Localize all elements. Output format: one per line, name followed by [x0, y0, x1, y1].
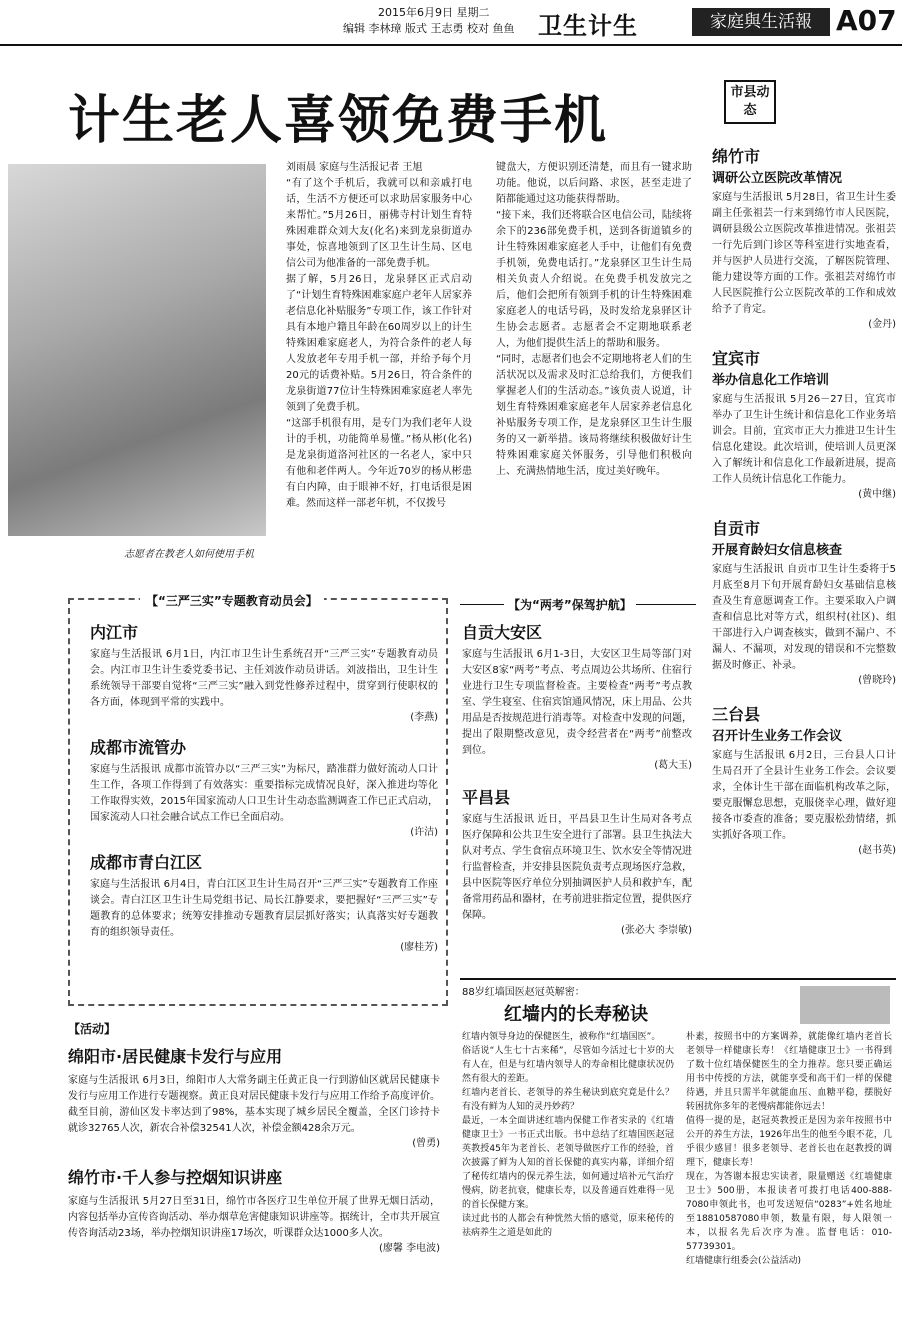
sanyan-author: (李燕) — [410, 712, 438, 723]
section-title: 卫生计生 — [538, 12, 638, 40]
lead-column-2: 键盘大，方便识别还清楚，而且有一键求助功能。他说，以后问路、求医，甚至走进了陌都能通过这功能获得帮助。 “接下来，我们还将联合区电信公司，陆续将余下的236部免费手机，送到各街道镇乡的计生特殊困难家庭老人手中，让他们有免费手机领，免费电话打。”龙泉驿区卫生计生局相关负责人介绍说。在免费手机发放完之后，他们会把所有领到手机的计生特殊困难家庭老人的电话号码，及时发给龙泉驿区计生协会志愿者。志愿者会不定期地联系老人，为他们提供生活上的帮助和服务。 “同时，志愿者们也会不定期地将老人们的生活状况以及需求及时汇总给我们，方便我们掌握老人们的生活动态。”该负责人说道，计划生育特殊困难家庭老年人居家养老信息化补贴服务专项工作，是龙泉驿区卫生计生服务的又一新举措。该局将继续积极做好计生特殊困难家庭关怀服务，引导他们积极向上、充满热情地生活，度过美好晚年。 — [496, 162, 692, 477]
lead-column-1: 刘雨晨 家庭与生活报记者 王旭 “有了这个手机后，我就可以和亲戚打电话，生活不方便还可以求助居家服务中心来帮忙。”5月26日，丽佛寺村计划生育特殊困难群众刘大友(化名)来到龙泉街道办事处，惊喜地领到了区卫生计生局、区电信公司为他准备的一部免费手机。 据了解，5月26日，龙泉驿区正式启动了“计划生育特殊困难家庭户老年人居家养老信息化补贴服务”专项工作，该工作针对具有本地户籍且年龄在60周岁以上的计生特殊困难家庭老人，为符合条件的老人每人发放老年专用手机一部，并给予每个月20元的话费补贴。5月26日，符合条件的龙泉街道77位计生特殊困难家庭老人率先领到了免费手机。 “这部手机很有用，是专门为我们老年人设计的手机，功能简单易懂。”杨从彬(化名)是龙泉街道洛河社区的一名老人，家中只有他和老伴两人。今年近70岁的杨从彬患有白内障，由于眼神不好，打电话很是困难。然而这样一部老年机，不仅拨号 — [286, 162, 472, 509]
activity-text: 家庭与生活报讯 6月3日，绵阳市人大常务副主任黄正良一行到游仙区就居民健康卡发行与应用工作进行专题视察。黄正良对居民健康卡发行与应用工作给予高度评价。截至目前，游仙区发卡率达到了98%，基本实现了城乡居民全覆盖，全区门诊持卡就诊32765人次，新农合补偿32541人次，补偿金额428余万元。 — [68, 1075, 440, 1134]
liangkao-list — [462, 620, 692, 960]
section-badge: 市县动态 — [724, 80, 776, 124]
feature-left-text: 红墙内领导身边的保健医生，被称作“红墙国医”。 俗话说“人生七十古来稀”，尽管如今活过七十岁的大有人在，但是与红墙内领导人的寿命相比健康状况仍然有很大的差距。 红墙内老首长、老领导的养生秘诀到底究竟是什么？有没有鲜为人知的灵丹妙药？ 最近，一本全面讲述红墙内保健工作者实录的《红墙健康卫士》一书正式出版。书中总结了红墙国医赵冠英教授45年为老首长、老领导做医疗工作的经验，首次披露了鲜为人知的首长保健的真实内幕，详细介绍了秘传红墙内的保元养生法，如何通过培补元气治疗慢病，防老抗衰，健康长寿，以及普通百姓难得一见的首长保健方案。 读过此书的人都会有种恍然大悟的感觉，原来秘传的祛病养生之道是如此的 — [462, 1032, 674, 1238]
lead-photo — [8, 164, 266, 536]
editor-credits: 编辑 李林璋 版式 王志勇 校对 鱼鱼 — [343, 22, 515, 35]
sanyan-text: 家庭与生活报讯 6月4日，青白江区卫生计生局召开“三严三实”专题教育工作座谈会。青白江区卫生计生局党组书记、局长江静要求，要把握好“三严三实”专题教育的总体要求；统筹安排推动专题教育层层抓好落实；认真落实好专题教育的组织领导责任。 — [90, 879, 438, 938]
liangkao-rule-left — [460, 604, 504, 605]
sidebar-author: (金丹) — [868, 319, 896, 330]
sanyan-city: 内江市 — [90, 623, 139, 642]
feature-rule — [460, 978, 896, 980]
activity-title: 绵竹市·千人参与控烟知识讲座 — [68, 1168, 283, 1187]
liangkao-author: (张必大 李崇敏) — [621, 925, 692, 936]
liangkao-author: (葛大玉) — [654, 760, 692, 771]
activity-title: 绵阳市·居民健康卡发行与应用 — [68, 1047, 283, 1066]
county-news-sidebar — [712, 136, 896, 956]
liangkao-city: 自贡大安区 — [462, 623, 543, 642]
activity-list — [68, 1044, 440, 1304]
activity-author: (廖馨 李电波) — [379, 1243, 440, 1254]
photo-caption: 志愿者在教老人如何使用手机 — [124, 549, 254, 560]
liangkao-city: 平昌县 — [462, 788, 511, 807]
liangkao-text: 家庭与生活报讯 近日，平昌县卫生计生局对各考点医疗保障和公共卫生安全进行了部署。县卫生执法大队对考点、学生食宿点环境卫生、饮水安全等情况进行监督检查，并安排县医院负责考点现场医疗急救，县中医院等医疗单位分别抽调医护人员和救护车，配备常用药品和器材，在考前进驻指定位置，提供医疗保障。 — [462, 814, 692, 921]
sanyan-city: 成都市青白江区 — [90, 853, 203, 872]
sidebar-author: (黄中继) — [858, 489, 896, 500]
sanyan-text: 家庭与生活报讯 成都市流管办以“三严三实”为标尺，踏准群力做好流动人口计生工作，各项工作得到了有效落实：重要指标完成情况良好，深入推进均等化工作取得实效，2015年国家流动人口卫生计生动态监测调查工作已正式启动，国家流动人口社会融合试点工作已全面启动。 — [90, 764, 438, 823]
sanyan-author: (廖桂芳) — [400, 942, 438, 953]
sidebar-subtitle: 开展育龄妇女信息核查 — [712, 543, 843, 558]
feature-kicker: 88岁红墙国医赵冠英解密： — [462, 987, 585, 998]
sanyan-author: (许洁) — [410, 827, 438, 838]
sidebar-author: (曾晓玲) — [858, 675, 896, 686]
newspaper-brand: 家庭與生活報 — [692, 8, 830, 36]
sidebar-text: 家庭与生活报讯 5月26－27日，宜宾市举办了卫生计生统计和信息化工作业务培训会。目前，宜宾市正大力推进卫生计生信息化建设。此次培训，使培训人员更深入了解统计和信息化工作最新进展，提高工作人员统计信息化工作能力。 — [712, 394, 896, 485]
feature-photo — [800, 986, 890, 1024]
liangkao-rule-right — [636, 604, 696, 605]
activity-label: 【活动】 — [68, 1022, 117, 1036]
sidebar-city: 三台县 — [712, 705, 761, 724]
lead-headline: 计生老人喜领免费手机 — [68, 90, 609, 151]
sidebar-text: 家庭与生活报讯 5月28日，省卫生计生委副主任张祖芸一行来到绵竹市人民医院，调研县级公立医院改革推进情况。张祖芸一行先后到门诊区等科室进行实地查看，并与医护人员进行交流，了解医院管理、能力建设等方面的工作。张祖芸对绵竹市人民医院推行公立医院改革的工作和成效给予了肯定。 — [712, 192, 896, 315]
sidebar-subtitle: 召开计生业务工作会议 — [712, 729, 843, 744]
activity-text: 家庭与生活报讯 5月27日至31日，绵竹市各医疗卫生单位开展了世界无烟日活动，内容包括举办宣传咨询活动、举办烟草危害健康知识讲座等。据统计，全市共开展宣传咨询活动23场，举办控烟知识讲座17场次，听课群众达1000多人次。 — [68, 1196, 440, 1239]
activity-author: (曾勇) — [412, 1138, 440, 1149]
sanyan-title: 【“三严三实”专题教育动员会】 — [140, 592, 324, 609]
liangkao-text: 家庭与生活报讯 6月1-3日，大安区卫生局等部门对大安区8家“两考”考点、考点周边公共场所、住宿行业进行卫生专项监督检查。主要检查“两考”考点教室、学生寝室、住宿宾馆通风情况，床上用品、公共用品是否按规范进行消毒等。对检查中发现的问题，提出了限期整改意见，责令经营者在“两考”前整改到位。 — [462, 649, 692, 756]
sidebar-text: 家庭与生活报讯 自贡市卫生计生委将于5月底至8月下旬开展育龄妇女基础信息核查及生育意愿调查工作。主要采取入户调查和信息比对等方式，组织村(社区)、组干部进行入户调查核实，做到不漏户、不漏人、不漏项，对发现的错误和不完整数据及时修正、补录。 — [712, 564, 896, 671]
sidebar-text: 家庭与生活报讯 6月2日，三台县人口计生局召开了全县计生业务工作会。会议要求，全体计生干部在面临机构改革之际，要克服懈怠思想，克服侥幸心理，做好迎接各市委查的准备；要克服松劲情绪，抓实抓好各项工作。 — [712, 750, 896, 841]
sidebar-subtitle: 调研公立医院改革情况 — [712, 171, 843, 186]
sanyan-list — [90, 620, 438, 1000]
header-rule — [0, 44, 902, 46]
page-number: A07 — [836, 4, 897, 37]
sidebar-city: 宜宾市 — [712, 349, 761, 368]
issue-date: 2015年6月9日 星期二 — [378, 6, 490, 19]
sidebar-city: 绵竹市 — [712, 147, 761, 166]
liangkao-title: 【为“两考”保驾护航】 — [508, 598, 632, 612]
sidebar-subtitle: 举办信息化工作培训 — [712, 373, 830, 388]
sanyan-city: 成都市流管办 — [90, 738, 187, 757]
feature-right-text: 朴素，按照书中的方案调养，就能像红墙内老首长老领导一样健康长寿！《红墙健康卫士》一书得到了数十位红墙保健医生的全力推荐。您只要正确运用书中传授的方法，就能享受和高干们一样的保健待遇，并且只需半年就能血压、血糖平稳，摆脱好转困扰你多年的老慢病都能你远去！ 值得一提的是，赵冠英教授正是因为亲年按照书中公开的养生方法，1926年出生的他至今眼不花，几乎很少感冒！很多老领导、老首长也在赵教授的调理下，健康长寿！ 现在，为答谢本报忠实读者，限量赠送《红墙健康卫士》500册，本报读者可拨打电话400-888-7080申领此书，也可发送短信“0283”+姓名地址至18810587080申领，数量有限，每人限领一本，以报名先后次序为准。监督电话：010-57739301。 红墙健康行组委会(公益活动) — [686, 1032, 892, 1266]
feature-title: 红墙内的长寿秘诀 — [504, 1004, 648, 1025]
sidebar-city: 自贡市 — [712, 519, 761, 538]
sanyan-text: 家庭与生活报讯 6月1日，内江市卫生计生系统召开“三严三实”专题教育动员会。内江市卫生计生委党委书记、主任刘波作动员讲话。刘波指出，卫生计生系统领导干部要自觉将“三严三实”融入到党性修养过程中，贯穿到行使职权的各方面，体现到平常的实践中。 — [90, 649, 438, 708]
sidebar-author: (赵书英) — [858, 845, 896, 856]
